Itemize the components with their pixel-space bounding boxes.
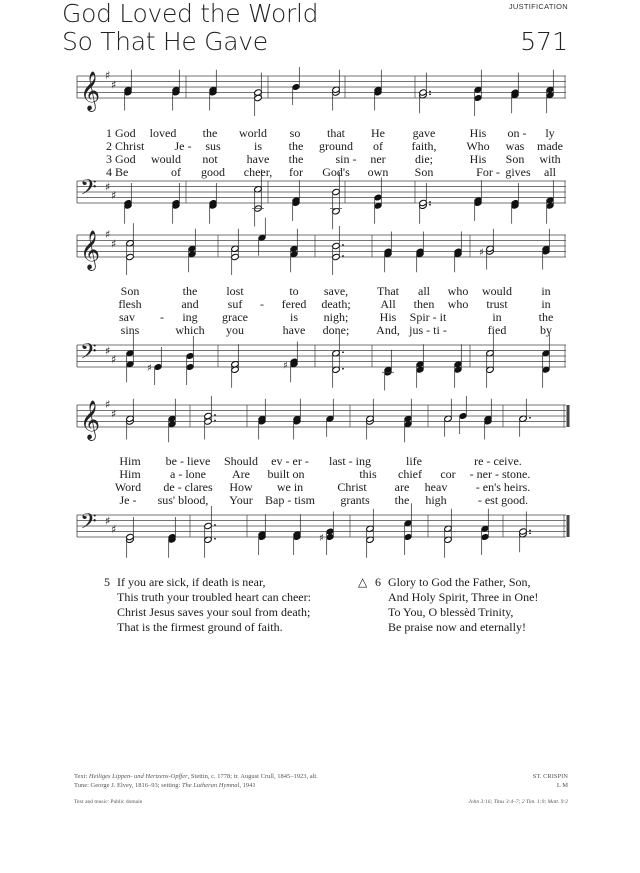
lyric-syllable: heav — [424, 480, 448, 494]
chord — [168, 517, 177, 558]
lyric-line — [0, 494, 640, 507]
lyric-syllable: cheer, — [243, 165, 273, 179]
lyric-syllable: who — [447, 297, 469, 311]
lyric-syllable: - en's heirs. — [475, 480, 531, 494]
lyric-syllable: Him — [119, 467, 141, 481]
title-line-1: God Loved the World — [62, 0, 319, 28]
lyric-syllable: all — [418, 284, 430, 298]
lyric-syllable: trust — [486, 297, 508, 311]
lyric-syllable: have — [246, 152, 270, 166]
lyric-syllable: Your — [229, 493, 253, 507]
lyric-syllable: life — [406, 454, 422, 468]
lyric-syllable: ly — [545, 126, 555, 140]
scripture-references: John 3:16; Titus 3:4–7; 2 Tim. 1:9; Matt. 9:2 — [468, 799, 568, 805]
svg-text:♯: ♯ — [111, 522, 117, 536]
svg-text:♯: ♯ — [319, 533, 324, 544]
lyric-syllable: with — [539, 152, 561, 166]
stanza-5-number: 5 — [104, 575, 110, 589]
tune-credit: Tune: George J. Elvey, 1816–93; setting: The Lutheran Hymnal, 1941 — [74, 782, 256, 789]
lyric-syllable: the — [394, 493, 410, 507]
lyric-syllable: His — [469, 126, 487, 140]
lyric-syllable: faith, — [411, 139, 437, 153]
lyric-syllable: then — [413, 297, 435, 311]
lyrics-block-2 — [0, 285, 640, 337]
treble-staff — [77, 396, 568, 442]
stanza-6-line: Glory to God the Father, Son, — [388, 575, 531, 589]
lyric-syllable: sus' blood, — [157, 493, 209, 507]
lyric-syllable: are — [394, 480, 410, 494]
stanza-5-line: This truth your troubled heart can cheer: — [117, 590, 311, 604]
copyright-notice: Text and music: Public domain — [74, 799, 143, 805]
lyric-syllable: And, — [376, 323, 400, 337]
lyric-line — [0, 166, 640, 179]
lyric-syllable: sav — [119, 310, 135, 324]
lyric-syllable: is — [253, 139, 263, 153]
lyric-syllable: that — [327, 126, 345, 140]
lyric-syllable: save, — [323, 284, 349, 298]
lyric-syllable: ing — [182, 310, 198, 324]
lyric-syllable: done; — [322, 323, 350, 337]
lyric-syllable: lost — [226, 284, 244, 298]
chord — [319, 512, 334, 556]
lyric-syllable: loved — [149, 126, 177, 140]
lyric-syllable: would — [482, 284, 512, 298]
chord — [366, 509, 375, 558]
lyric-syllable: Son — [505, 152, 525, 166]
lyric-syllable: for — [289, 165, 303, 179]
stanza-6-line: And Holy Spirit, Three in One! — [388, 590, 539, 604]
lyric-syllable: in — [541, 297, 551, 311]
lyric-syllable: 3 God — [106, 152, 136, 166]
lyric-syllable: - est good. — [477, 493, 529, 507]
tune-name: ST. CRISPIN — [532, 773, 568, 780]
hymn-number: 571 — [520, 27, 568, 56]
lyric-syllable: How — [229, 480, 253, 494]
lyric-syllable: Christ — [337, 480, 367, 494]
bass-clef-icon: 𝄢 — [80, 509, 97, 540]
lyric-syllable: the — [538, 310, 554, 324]
lyric-syllable: 2 Christ — [106, 139, 145, 153]
lyric-syllable: Word — [114, 480, 142, 494]
lyrics-block-3 — [0, 455, 640, 507]
lyric-syllable: fered — [281, 297, 307, 311]
lyric-syllable: was — [505, 139, 525, 153]
lyrics-block-1 — [0, 127, 640, 179]
chord — [459, 396, 468, 434]
lyric-syllable: Je - — [174, 139, 192, 153]
lyric-syllable: flesh — [118, 297, 142, 311]
lyric-syllable: sins — [120, 323, 140, 337]
chord — [481, 509, 490, 555]
lyric-syllable: which — [175, 323, 205, 337]
svg-text:♯: ♯ — [105, 398, 111, 411]
lyric-syllable: re - ceive. — [474, 454, 522, 468]
svg-text:♯: ♯ — [479, 247, 484, 259]
lyric-syllable: high — [425, 493, 447, 507]
lyric-syllable: nigh; — [323, 310, 349, 324]
chord — [204, 506, 216, 558]
stanza-5-line: Christ Jesus saves your soul from death; — [117, 605, 311, 619]
lyric-syllable: - ner - stone. — [469, 467, 531, 481]
lyric-line — [0, 468, 640, 481]
lyric-syllable: all — [544, 165, 556, 179]
lyric-syllable: Spir - it — [409, 310, 447, 324]
svg-text:♯: ♯ — [147, 363, 152, 374]
lyric-syllable: de - clares — [163, 480, 213, 494]
chord — [444, 509, 453, 558]
lyric-syllable: Who — [466, 139, 490, 153]
hymn-category: JUSTIFICATION — [508, 2, 568, 11]
lyric-syllable: ev - er - — [271, 454, 309, 468]
svg-text:♯: ♯ — [111, 352, 117, 366]
title-line-2: So That He Gave — [62, 27, 268, 56]
svg-text:♯: ♯ — [111, 188, 117, 202]
chord — [204, 396, 216, 440]
lyric-syllable: ner — [370, 152, 386, 166]
svg-text:♯: ♯ — [105, 228, 111, 241]
lyric-syllable: to — [289, 284, 299, 298]
lyric-syllable: be - lieve — [165, 454, 211, 468]
svg-text:♯: ♯ — [111, 407, 117, 421]
lyric-syllable: Son — [414, 165, 434, 179]
text-credit: Text: Heiliges Lippen- und Hertzens-Opffer, Stettin, c. 1778; tr. August Crull, 1845–1923, alt. — [74, 773, 318, 780]
credits-left — [74, 772, 318, 807]
lyric-syllable: and — [181, 297, 199, 311]
lyric-syllable: 4 Be — [106, 165, 129, 179]
chord — [126, 517, 135, 558]
stanza-6-line: To You, O blessèd Trinity, — [388, 605, 514, 619]
chord — [404, 503, 413, 555]
lyric-syllable: sin - — [335, 152, 357, 166]
key-signature-icon — [105, 398, 116, 420]
chord — [326, 399, 335, 437]
stanza-5-line: That is the firmest ground of faith. — [117, 620, 283, 634]
lyric-syllable: suf — [227, 297, 243, 311]
lyric-syllable: a - lone — [170, 467, 206, 481]
lyric-syllable: chief — [398, 467, 422, 481]
lyric-syllable: in — [541, 284, 551, 298]
lyric-syllable: gives — [505, 165, 531, 179]
lyric-line — [0, 455, 640, 468]
lyric-syllable: by — [540, 323, 552, 337]
lyric-syllable: - — [260, 297, 264, 311]
lyric-syllable: built on — [267, 467, 305, 481]
treble-clef-icon: 𝄞 — [80, 230, 101, 270]
svg-text:♯: ♯ — [111, 78, 117, 92]
lyric-syllable: Bap - tism — [265, 493, 315, 507]
lyric-syllable: of — [373, 139, 383, 153]
triangle-icon: △ — [358, 575, 368, 589]
credits-right — [468, 772, 568, 807]
lyric-syllable: the — [288, 139, 304, 153]
lyric-syllable: For - — [476, 165, 500, 179]
bass-clef-icon: 𝄢 — [80, 175, 97, 206]
svg-text:♯: ♯ — [283, 360, 288, 372]
lyric-syllable: who — [447, 284, 469, 298]
lyric-syllable: grace — [222, 310, 248, 324]
lyric-syllable: you — [226, 323, 244, 337]
chord — [519, 512, 531, 553]
lyric-syllable: we in — [276, 480, 304, 494]
chord — [519, 399, 531, 437]
lyric-syllable: grants — [340, 493, 370, 507]
lyric-syllable: this — [359, 467, 377, 481]
lyric-syllable: Are — [232, 467, 250, 481]
lyric-syllable: on - — [507, 126, 527, 140]
lyric-syllable: He — [371, 126, 385, 140]
lyric-syllable: so — [289, 126, 301, 140]
stanza-6-number: 6 — [375, 575, 381, 589]
lyric-syllable: own — [367, 165, 389, 179]
meter: L M — [556, 782, 568, 789]
treble-clef-icon: 𝄞 — [80, 71, 101, 111]
lyric-syllable: good — [201, 165, 225, 179]
lyric-syllable: the — [182, 284, 198, 298]
lyric-syllable: not — [202, 152, 218, 166]
treble-clef-icon: 𝄞 — [80, 400, 101, 440]
lyric-syllable: All — [380, 297, 396, 311]
lyric-syllable: last - ing — [329, 454, 371, 468]
lyric-syllable: Him — [119, 454, 141, 468]
lyric-syllable: in — [492, 310, 502, 324]
lyric-syllable: made — [537, 139, 563, 153]
lyric-syllable: fied — [487, 323, 507, 337]
lyric-line — [0, 481, 640, 494]
lyric-syllable: death; — [321, 297, 351, 311]
svg-text:♯: ♯ — [111, 237, 117, 251]
lyric-syllable: the — [288, 152, 304, 166]
lyric-syllable: Son — [120, 284, 140, 298]
bass-staff — [77, 503, 568, 558]
lyric-syllable: of — [171, 165, 181, 179]
lyric-syllable: die; — [415, 152, 433, 166]
lyric-syllable: Should — [223, 454, 259, 468]
key-signature-icon — [105, 515, 116, 536]
stanza-6-line: Be praise now and eternally! — [388, 620, 526, 634]
svg-text:♯: ♯ — [105, 514, 111, 528]
lyric-syllable: jus - ti - — [409, 323, 447, 337]
stanza-5-line: If you are sick, if death is near, — [117, 575, 266, 589]
lyric-syllable: His — [379, 310, 397, 324]
lyric-syllable: sus — [205, 139, 221, 153]
lyric-syllable: 1 God — [106, 126, 136, 140]
svg-text:♯: ♯ — [105, 69, 111, 82]
lyric-syllable: ground — [319, 139, 353, 153]
svg-text:♯: ♯ — [105, 344, 111, 358]
chord — [444, 399, 453, 437]
lyric-syllable: Je - — [119, 493, 137, 507]
lyric-syllable: would — [151, 152, 181, 166]
lyric-syllable: gave — [412, 126, 436, 140]
lyric-syllable: have — [282, 323, 306, 337]
lyric-syllable: the — [202, 126, 218, 140]
lyric-syllable: That — [377, 284, 399, 298]
bass-clef-icon: 𝄢 — [80, 339, 97, 370]
lyric-syllable: cor — [440, 467, 456, 481]
svg-text:♯: ♯ — [105, 180, 111, 194]
lyric-syllable: His — [469, 152, 487, 166]
lyric-line — [0, 324, 640, 337]
lyric-syllable: is — [289, 310, 299, 324]
lyric-syllable: God's — [322, 165, 350, 179]
lyric-syllable: world — [239, 126, 267, 140]
lyric-syllable: - — [160, 310, 164, 324]
